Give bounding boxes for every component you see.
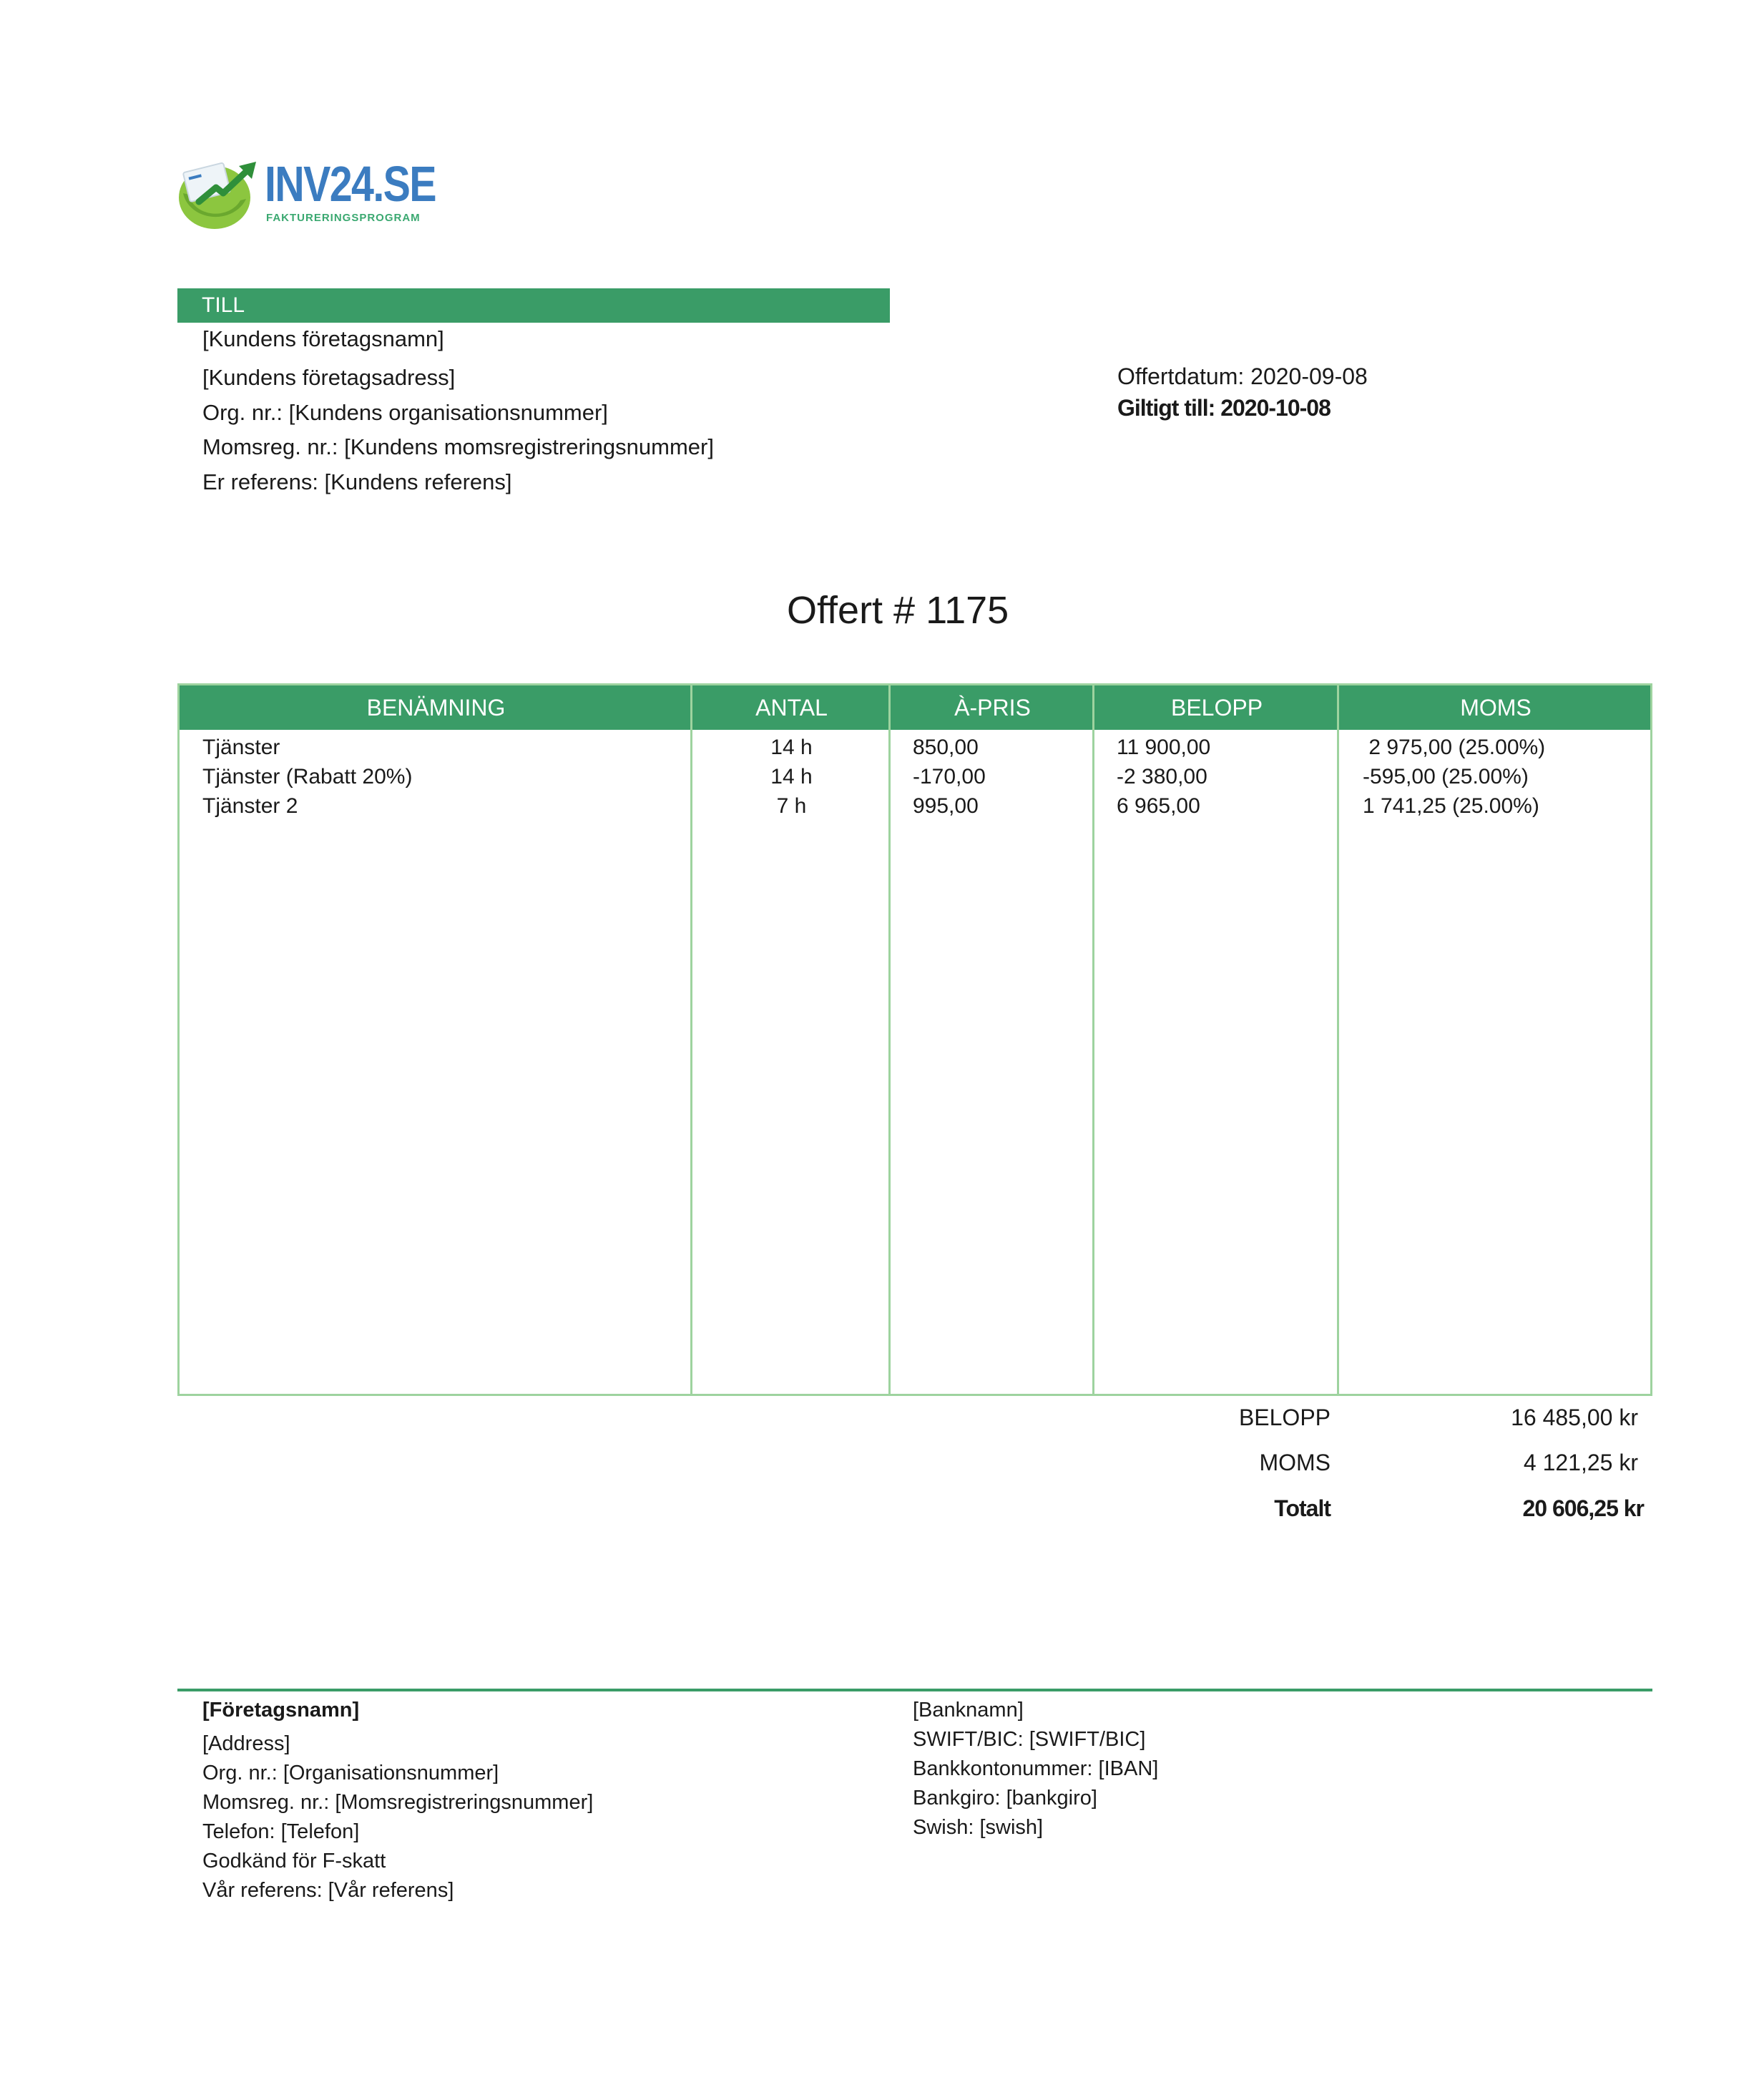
col-header-quantity: ANTAL [755, 695, 828, 721]
footer-address: [Address] [202, 1732, 290, 1755]
vat-total-value: 4 121,25 kr [1523, 1450, 1638, 1475]
logo-icon [177, 156, 263, 230]
subtotal-label: BELOPP [1238, 1405, 1331, 1430]
col-header-vat: MOMS [1460, 695, 1532, 721]
footer-ftax: Godkänd för F-skatt [202, 1850, 386, 1872]
row-1-unit-price: 850,00 [913, 736, 979, 759]
row-2-amount: -2 380,00 [1117, 765, 1207, 788]
col-header-unit-price: À-PRIS [954, 695, 1031, 721]
footer-org-nr: Org. nr.: [Organisationsnummer] [202, 1762, 499, 1784]
recipient-vat-nr: Momsreg. nr.: [Kundens momsregistreringsnummer] [202, 434, 714, 459]
col-header-amount: BELOPP [1170, 695, 1263, 721]
items-table [177, 683, 1652, 1396]
row-1-quantity: 14 h [770, 736, 813, 759]
footer-phone: Telefon: [Telefon] [202, 1820, 360, 1843]
grand-total-value: 20 606,25 kr [1522, 1495, 1644, 1521]
footer-bankgiro: Bankgiro: [bankgiro] [913, 1787, 1097, 1810]
company-logo [177, 156, 435, 235]
row-1-vat: 2 975,00 (25.00%) [1363, 736, 1546, 759]
column-divider [1092, 685, 1094, 1394]
row-2-unit-price: -170,00 [913, 765, 986, 788]
row-3-amount: 6 965,00 [1117, 794, 1200, 818]
footer-divider [177, 1689, 1652, 1691]
footer-reference: Vår referens: [Vår referens] [202, 1879, 454, 1902]
recipient-address: [Kundens företagsadress] [202, 365, 456, 390]
subtotal-value: 16 485,00 kr [1511, 1405, 1638, 1430]
row-1-description: Tjänster [202, 736, 280, 759]
grand-total-label: Totalt [1274, 1495, 1331, 1521]
table-header [180, 685, 1650, 730]
recipient-heading: TILL [177, 288, 890, 323]
footer-bank-name: [Banknamn] [913, 1699, 1024, 1722]
row-2-quantity: 14 h [770, 765, 813, 788]
document-title: Offert # 1175 [787, 589, 1009, 632]
row-3-unit-price: 995,00 [913, 794, 979, 818]
col-header-description: BENÄMNING [366, 695, 506, 721]
footer-iban: Bankkontonummer: [IBAN] [913, 1757, 1159, 1780]
row-3-vat: 1 741,25 (25.00%) [1363, 794, 1539, 818]
recipient-org-nr: Org. nr.: [Kundens organisationsnummer] [202, 400, 608, 425]
recipient-reference: Er referens: [Kundens referens] [202, 469, 512, 494]
row-3-quantity: 7 h [776, 794, 807, 818]
footer-company: [Företagsnamn] [202, 1699, 360, 1722]
recipient-company: [Kundens företagsnamn] [202, 326, 444, 351]
footer-swish: Swish: [swish] [913, 1816, 1044, 1839]
valid-until: Giltigt till: 2020-10-08 [1117, 395, 1331, 421]
row-1-amount: 11 900,00 [1117, 736, 1211, 759]
footer-vat-nr: Momsreg. nr.: [Momsregistreringsnummer] [202, 1791, 594, 1814]
footer-swift: SWIFT/BIC: [SWIFT/BIC] [913, 1728, 1146, 1751]
vat-total-label: MOMS [1259, 1450, 1331, 1475]
column-divider [1337, 685, 1339, 1394]
quote-date: Offertdatum: 2020-09-08 [1117, 363, 1368, 389]
row-2-vat: -595,00 (25.00%) [1363, 765, 1529, 788]
logo-tagline: FAKTURERINGSPROGRAM [266, 212, 421, 224]
row-2-description: Tjänster (Rabatt 20%) [202, 765, 413, 788]
row-3-description: Tjänster 2 [202, 794, 298, 818]
logo-wordmark: INV24.SE [265, 156, 436, 212]
